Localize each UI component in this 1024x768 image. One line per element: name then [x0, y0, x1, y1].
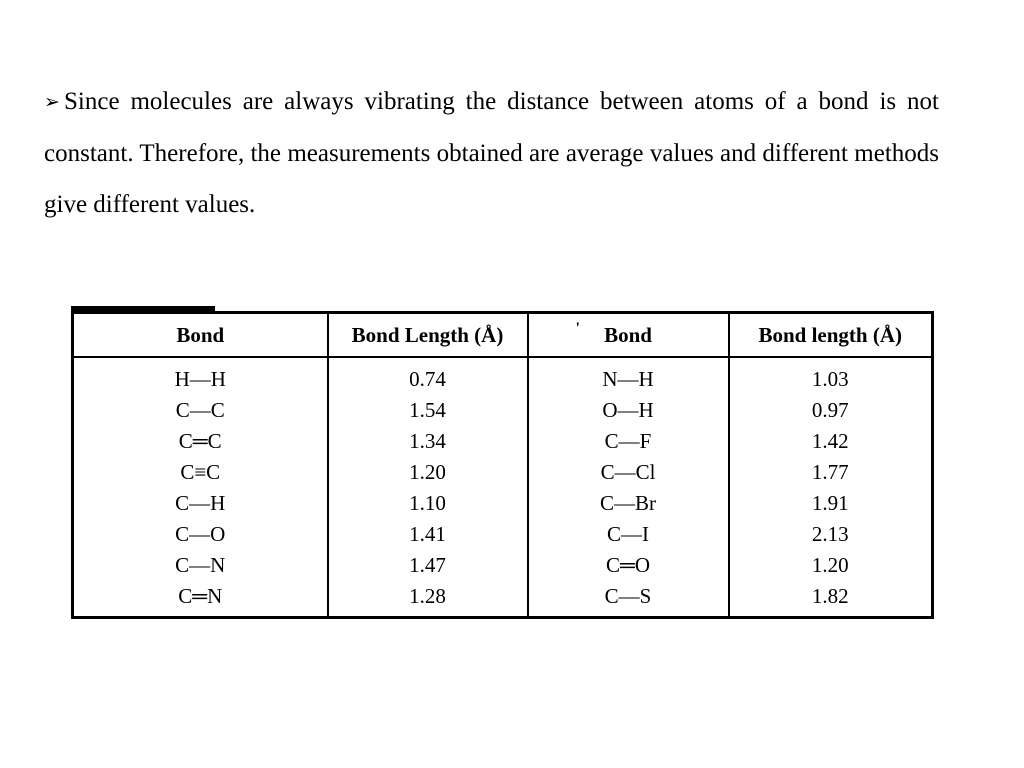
bond-cell: H—H [174, 367, 226, 391]
bond-cell: C≡C [180, 460, 221, 484]
table-row [73, 395, 933, 426]
table-row [73, 457, 933, 488]
table-row [73, 357, 933, 395]
table-header-row [73, 313, 933, 358]
bond-cell: C—S [528, 581, 729, 618]
length-cell: 1.41 [328, 519, 528, 550]
table-row [73, 581, 933, 618]
arrow-bullet-icon: ➢ [44, 91, 60, 113]
header-bond-1: Bond [73, 313, 328, 358]
header-bond-length-2: Bond length (Å) [729, 313, 933, 358]
bond-cell: N—H [528, 357, 729, 395]
header-bond-2-label: Bond [604, 322, 652, 347]
bond-cell: C—N [175, 553, 226, 577]
header-tick-mark: ' [575, 320, 580, 337]
length-cell: 1.20 [328, 457, 528, 488]
length-cell: 1.47 [328, 550, 528, 581]
length-cell: 0.97 [729, 395, 933, 426]
length-cell: 1.34 [328, 426, 528, 457]
bond-cell: C—H [175, 491, 226, 515]
bond-cell: C═C [178, 429, 222, 453]
table-row [73, 426, 933, 457]
bond-cell: C═O [528, 550, 729, 581]
bond-cell: C—Cl [528, 457, 729, 488]
bond-cell: C—Br [528, 488, 729, 519]
length-cell: 1.28 [328, 581, 528, 618]
bond-cell: C—C [175, 398, 225, 422]
table-row [73, 519, 933, 550]
bond-cell: C—I [528, 519, 729, 550]
length-cell: 2.13 [729, 519, 933, 550]
bullet-paragraph [44, 76, 939, 230]
bond-length-table [71, 311, 934, 619]
length-cell: 1.77 [729, 457, 933, 488]
length-cell: 1.42 [729, 426, 933, 457]
table-row [73, 488, 933, 519]
bond-cell: C—O [175, 522, 226, 546]
length-cell: 1.20 [729, 550, 933, 581]
length-cell: 1.10 [328, 488, 528, 519]
header-bond-2 [528, 313, 729, 358]
length-cell: 1.03 [729, 357, 933, 395]
length-cell: 1.82 [729, 581, 933, 618]
bond-cell: C—F [528, 426, 729, 457]
table-row [73, 550, 933, 581]
header-bond-length-1: Bond Length (Å) [328, 313, 528, 358]
bullet-text: Since molecules are always vibrating the distance between atoms of a bond is not constant. Therefore, the measurements obtained are average values and different methods give different values. [44, 88, 939, 218]
bond-cell: C═N [178, 584, 223, 608]
length-cell: 1.91 [729, 488, 933, 519]
length-cell: 0.74 [328, 357, 528, 395]
bond-cell: O—H [528, 395, 729, 426]
length-cell: 1.54 [328, 395, 528, 426]
bond-length-table-container [71, 311, 931, 619]
